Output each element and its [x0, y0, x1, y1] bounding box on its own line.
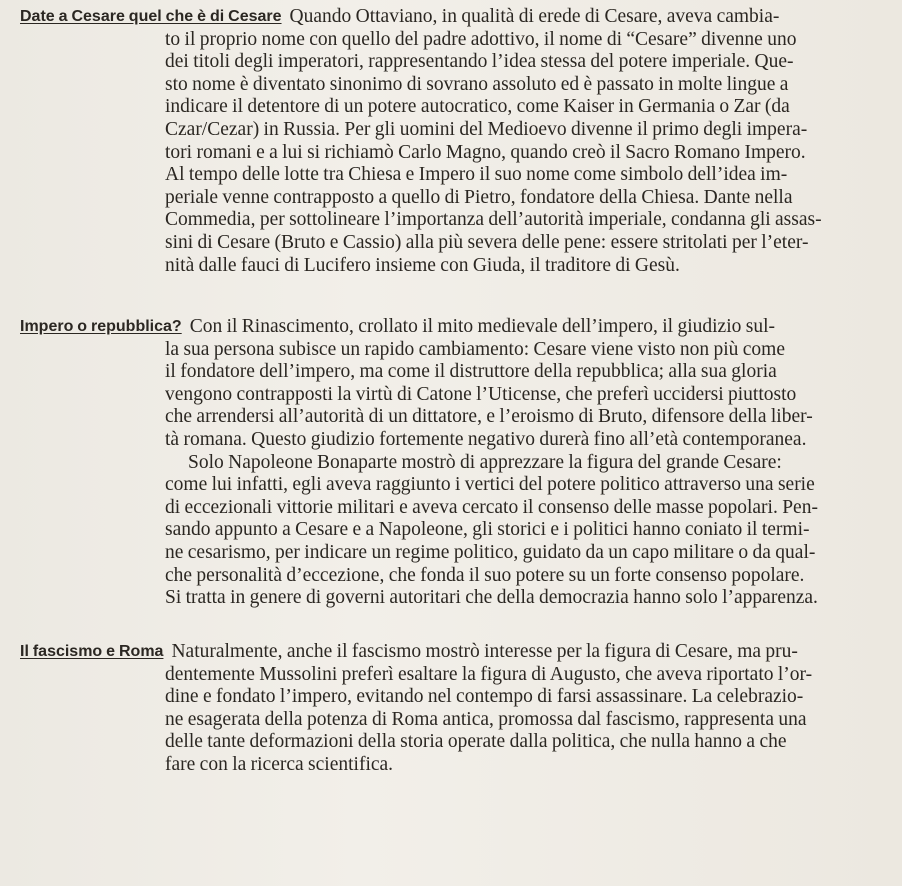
text-line: Solo Napoleone Bonaparte mostrò di apprezzare la figura del grande Cesare:: [188, 451, 782, 473]
text-line: indicare il detentore di un potere autocratico, come Kaiser in Germania o Zar (da: [165, 96, 790, 118]
text-line: nità dalle fauci di Lucifero insieme con Giuda, il traditore di Gesù.: [165, 254, 680, 276]
text-line: Czar/Cezar) in Russia. Per gli uomini del Medioevo divenne il primo degli impera-: [165, 118, 808, 140]
text-line: dei titoli degli imperatori, rappresentando l’idea stessa del potere imperiale. Que-: [165, 51, 794, 73]
text-line: Al tempo delle lotte tra Chiesa e Impero il suo nome come simbolo dell’idea im-: [165, 164, 788, 186]
text-line: periale venne contrapposto a quello di Pietro, fondatore della Chiesa. Dante nella: [165, 186, 793, 208]
text-line: sto nome è diventato sinonimo di sovrano assoluto ed è passato in molte lingue a: [165, 73, 789, 95]
text-line: ne cesarismo, per indicare un regime politico, guidato da un capo militare o da qual-: [165, 541, 816, 563]
text-line: Quando Ottaviano, in qualità di erede di Cesare, aveva cambia-: [289, 6, 780, 27]
section-fascismo-roma: [20, 641, 900, 777]
text-line: come lui infatti, egli aveva raggiunto i vertici del potere politico attraverso una serie: [165, 474, 815, 496]
text-line: delle tante deformazioni della storia operate dalla politica, che nulla hanno a che: [165, 731, 787, 753]
text-line: sini di Cesare (Bruto e Cassio) alla più severa delle pene: essere stritolati per l’eter-: [165, 231, 809, 253]
text-line: ne esagerata della potenza di Roma antica, promossa dal fascismo, rappresenta una: [165, 708, 807, 730]
text-line: Si tratta in genere di governi autoritari che della democrazia hanno solo l’apparenza.: [165, 587, 818, 609]
text-line: Commedia, per sottolineare l’importanza dell’autorità imperiale, condanna gli assas-: [165, 209, 822, 231]
text-line: Naturalmente, anche il fascismo mostrò interesse per la figura di Cesare, ma pru-: [171, 641, 798, 662]
text-line: dine e fondato l’impero, evitando nel contempo di farsi assassinare. La celebrazio-: [165, 686, 804, 708]
text-line: dentemente Mussolini preferì esaltare la figura di Augusto, che aveva riportato l’or-: [165, 663, 813, 685]
text-line: Con il Rinascimento, crollato il mito medievale dell’impero, il giudizio sul-: [189, 316, 775, 337]
section-heading: Date a Cesare quel che è di Cesare: [20, 8, 282, 25]
text-line: tà romana. Questo giudizio fortemente negativo durerà fino all’età contemporanea.: [165, 428, 807, 450]
text-line: to il proprio nome con quello del padre adottivo, il nome di “Cesare” divenne uno: [165, 28, 797, 50]
section-cesare: [20, 6, 900, 277]
section-impero-repubblica: [20, 316, 900, 610]
text-line: il fondatore dell’impero, ma come il distruttore della repubblica; alla sua gloria: [165, 361, 777, 383]
text-line: sando appunto a Cesare e a Napoleone, gli storici e i politici hanno coniato il termi-: [165, 519, 810, 541]
text-line: che arrendersi all’autorità di un dittatore, e l’eroismo di Bruto, difensore della liber-: [165, 406, 813, 428]
text-line: fare con la ricerca scientifica.: [165, 753, 394, 775]
section-heading: Il fascismo e Roma: [20, 643, 164, 660]
text-line: la sua persona subisce un rapido cambiamento: Cesare viene visto non più come: [165, 338, 785, 360]
text-line: tori romani e a lui si richiamò Carlo Magno, quando creò il Sacro Romano Impero.: [165, 141, 806, 163]
text-line: che personalità d’eccezione, che fonda il suo potere su un forte consenso popolare.: [165, 564, 805, 586]
text-line: vengono contrapposti la virtù di Catone l’Uticense, che preferì uccidersi piuttosto: [165, 383, 797, 405]
text-line: di eccezionali vittorie militari e aveva cercato il consenso delle masse popolari. Pen-: [165, 496, 818, 518]
section-heading: Impero o repubblica?: [20, 318, 182, 335]
